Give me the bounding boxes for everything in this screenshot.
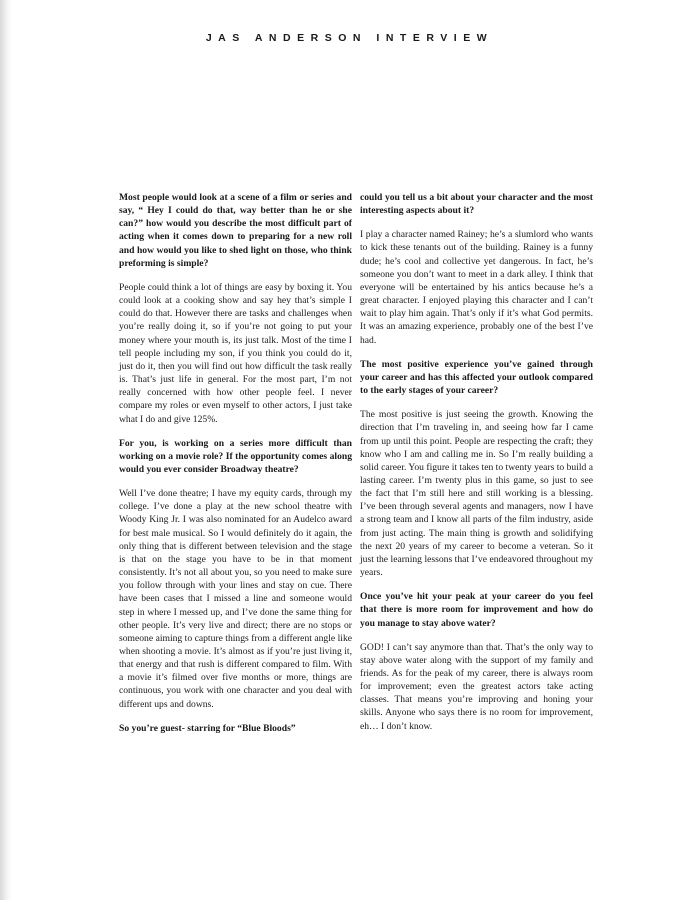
article-body xyxy=(119,191,593,746)
page-edge-shadow xyxy=(0,0,12,900)
right-column xyxy=(360,191,593,746)
question-3-start: So you’re guest- starring for “Blue Bloods” xyxy=(119,722,296,734)
question-1: Most people would look at a scene of a film or series and say, “ Hey I could do that, way better than he or she can?” how would you describe the most difficult part of acting when it comes down to preparing for a new roll and how would you like to shed light on those, who think preforming is simple? xyxy=(119,192,352,269)
answer-4: The most positive is just seeing the growth. Knowing the direction that I’m traveling in, and seeing how far I came from up until this point. People are respecting the craft; they know who I am and calling me in. So I’m really building a solid career. You figure it takes ten to twenty years to build a lasting career. I’m twenty plus in this game, so just to see the fact that I’m still here and still working is a blessing. I’ve been through several agents and managers, now I have a strong team and I know all parts of the film industry, aside from just acting. The main thing is growth and solidifying the next 20 years of my career to become a veteran. So it just the learning lessons that I’ve endeavored throughout my years. xyxy=(360,409,593,579)
answer-1: People could think a lot of things are easy by boxing it. You could look at a cooking show and say hey that’s simple I could do that. However there are tasks and challenges when you’re really doing it, so if you’re not going to put your money where your mouth is, its just talk. Most of the time I tell people including my son, if you think you could do it, just do it, then you will find out how difficult the task really is. That’s just life in general. For the most part, I’m not really concerned with how other people feel. I never compare my roles or even myself to other actors, I just take what I do and give 125%. xyxy=(119,281,352,425)
question-4: The most positive experience you’ve gained through your career and has this affected your outlook compared to the early stages of your career? xyxy=(360,358,593,397)
left-column xyxy=(119,191,352,746)
page-header: JAS ANDERSON INTERVIEW xyxy=(205,32,494,44)
answer-3: I play a character named Rainey; he’s a slumlord who wants to kick these tenants out of the building. Rainey is a funny dude; he’s cool and collective yet dangerous. In fact, he’s someone you don’t want to meet in a dark alley. I think that everyone will be entertained by his antics because he’s a great character. I enjoyed playing this character and I can’t wait to play him again. That’s only if it’s what God permits. It was an amazing experience, probably one of the best I’ve had. xyxy=(360,229,593,346)
answer-2: Well I’ve done theatre; I have my equity cards, through my college. I’ve done a play at the new school theatre with Woody King Jr. I was also nominated for an Audelco award for best male musical. So I would definitely do it again, the only thing that is different between television and the stage is that on the stage you have to be in that moment consistently. It’s not all about you, so you need to make sure you follow through with your lines and stay on cue. There have been cases that I missed a line and someone would step in where I messed up, and I’ve done the same thing for other people. It’s very live and direct; there are no stops or someone aiming to capture things from a different angle like when shooting a movie. It’s almost as if you’re just living it, that energy and that rush is different compared to film. With a movie it’s filmed over five months or more, things are continuous, you work with one character and you deal with different ups and downs. xyxy=(119,488,352,710)
question-5: Once you’ve hit your peak at your career do you feel that there is more room for improvement and how do you manage to stay above water? xyxy=(360,591,593,629)
answer-5: GOD! I can’t say anymore than that. That’s the only way to stay above water along with the support of my family and friends. As for the peak of my career, there is always room for improvement; even the greatest actors take acting classes. That means you’re improving and honing your skills. Anyone who says there is no room for improvement, eh… I don’t know. xyxy=(360,641,593,732)
question-3-end: could you tell us a bit about your character and the most interesting aspects about it? xyxy=(360,192,593,217)
question-2: For you, is working on a series more difficult than working on a movie role? If the opportunity comes along would you ever consider Broadway theatre? xyxy=(119,437,352,475)
